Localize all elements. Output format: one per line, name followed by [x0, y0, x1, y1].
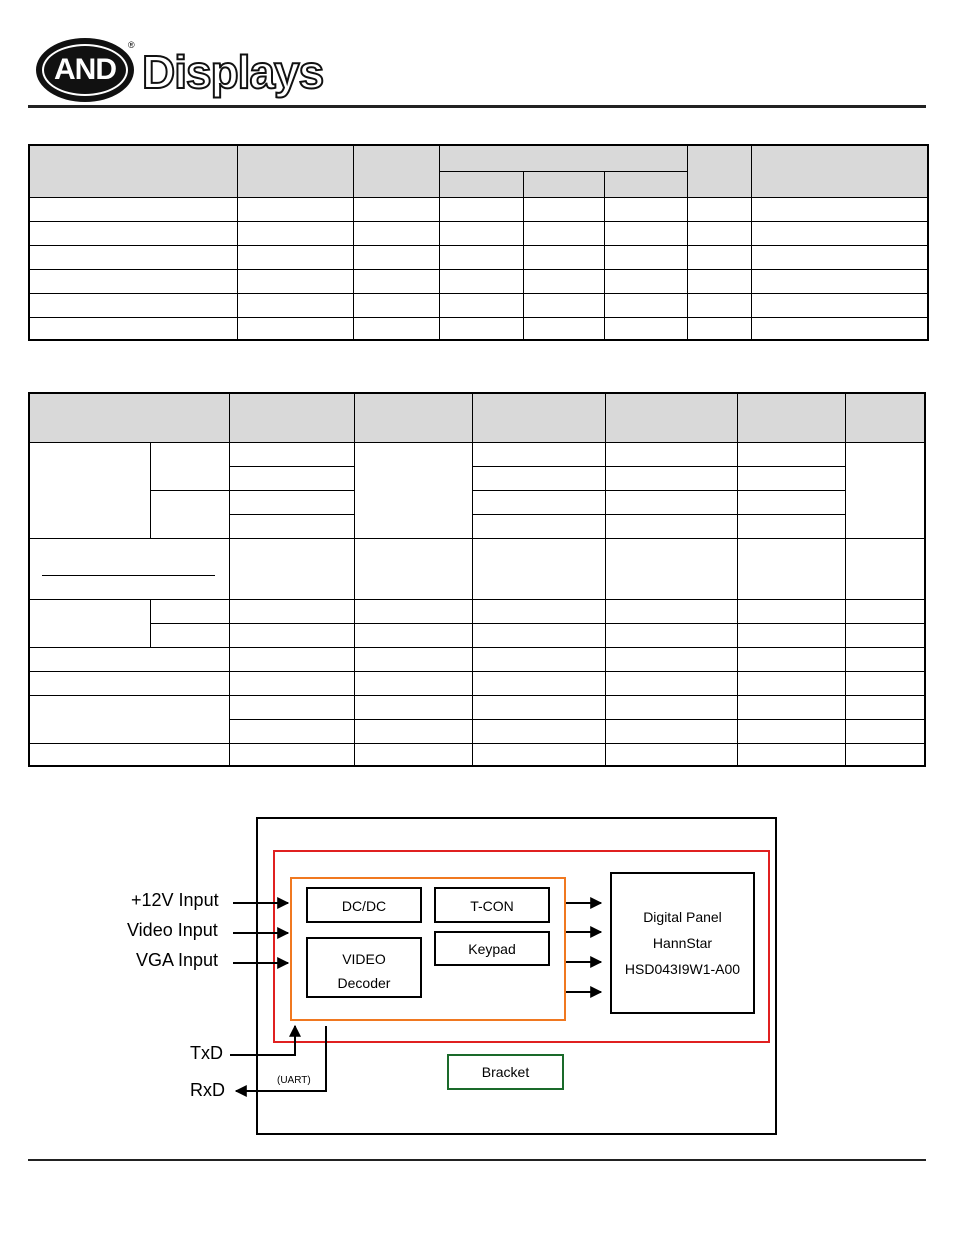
panel-label-2: HannStar: [652, 935, 713, 951]
input-label-12v: +12V Input: [131, 890, 219, 910]
logo-registered-mark: ®: [128, 40, 135, 50]
keypad-label: Keypad: [468, 941, 516, 957]
panel-label-3: HSD043I9W1-A00: [624, 961, 741, 977]
uart-label: (UART): [277, 1075, 311, 1086]
dcdc-label: DC/DC: [341, 898, 387, 914]
logo-wordmark: Displays: [142, 46, 324, 98]
video-decoder-label-1: VIDEO: [342, 951, 386, 967]
panel-label-1: Digital Panel: [643, 909, 722, 925]
tcon-label: T-CON: [470, 898, 514, 914]
footer-rule: [28, 1159, 926, 1161]
bracket-label: Bracket: [481, 1064, 530, 1080]
input-label-vga: VGA Input: [136, 950, 219, 970]
logo-text: AND: [54, 53, 116, 86]
input-label-video: Video Input: [127, 920, 218, 940]
video-decoder-label-2: Decoder: [337, 975, 391, 991]
rxd-label: RxD: [190, 1080, 225, 1100]
txd-wire: [230, 1026, 295, 1055]
txd-label: TxD: [190, 1043, 223, 1063]
